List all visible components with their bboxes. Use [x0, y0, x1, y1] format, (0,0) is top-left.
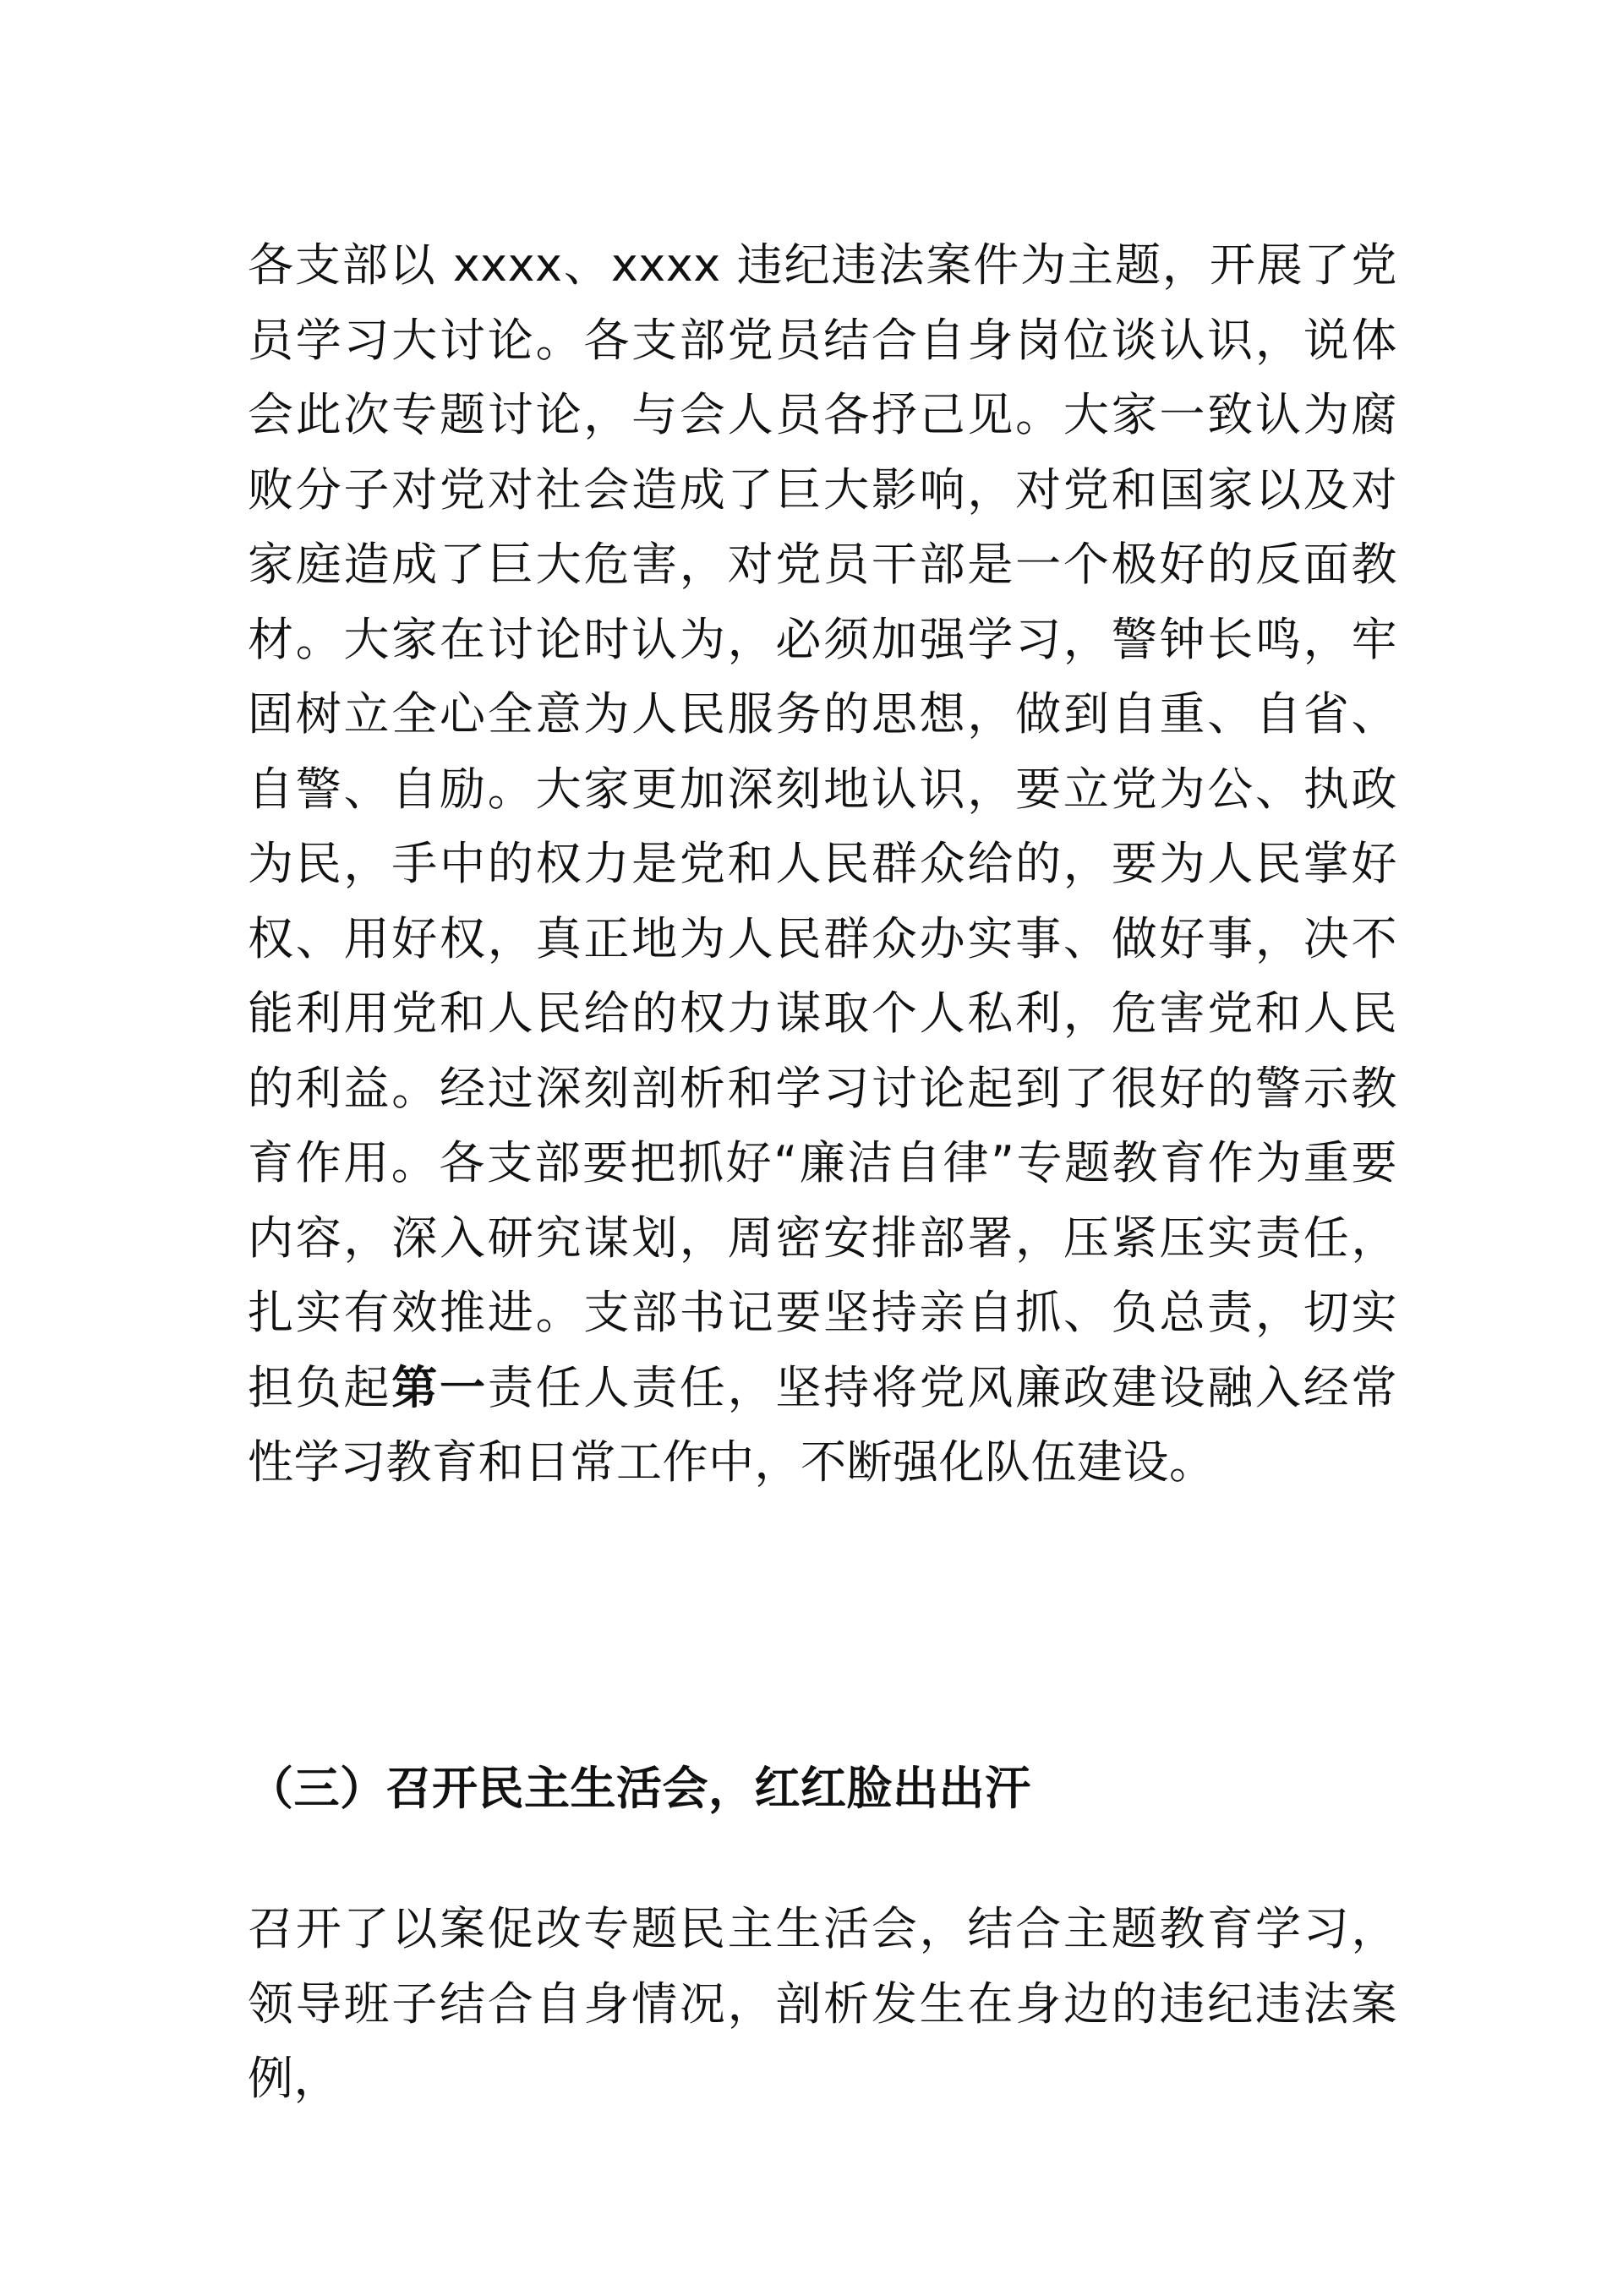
body-paragraph — [248, 228, 1397, 1501]
section-heading: （三）召开民主生活会，红红脸出出汗 — [248, 1762, 1031, 1815]
bold-emphasis-text: 第一 — [391, 1360, 488, 1414]
body-paragraph-2: 召开了以案促改专题民主生活会，结合主题教育学习，领导班子结合自身情况，剖析发生在身边的违纪违法案例， — [248, 1902, 1397, 2105]
paragraph-text: 各支部以 xxxx、xxxx 违纪违法案件为主题，开展了党员学习大讨论。各支部党员结合自身岗位谈认识，说体会此次专题讨论，与会人员各抒己见。大家一致认为腐败分子对党对社会造成了巨大影响，对党和国家以及对家庭造成了巨大危害，对党员干部是一个极好的反面教材。大家在讨论时认为，必须加强学习，警钟长鸣，牢固树立全心全意为人民服务的思想，做到自重、自省、自警、自励。大家更加深刻地认识，要立党为公、执政为民，手中的权力是党和人民群众给的，要为人民掌好权、用好权，真正地为人民群众办实事、做好事，决不能利用党和人民给的权力谋取个人私利，危害党和人民的利益。经过深刻剖析和学习讨论起到了很好的警示教育作用。各支部要把抓好“廉洁自律”专题教育作为重要内容，深入研究谋划，周密安排部署，压紧压实责任，扎实有效推进。支部书记要坚持亲自抓、负总责，切实担负起 — [248, 238, 1397, 1414]
paragraph-text-continued: 责任人责任，坚持将党风廉政建设融入经常性学习教育和日常工作中，不断强化队伍建设。 — [248, 1360, 1398, 1489]
